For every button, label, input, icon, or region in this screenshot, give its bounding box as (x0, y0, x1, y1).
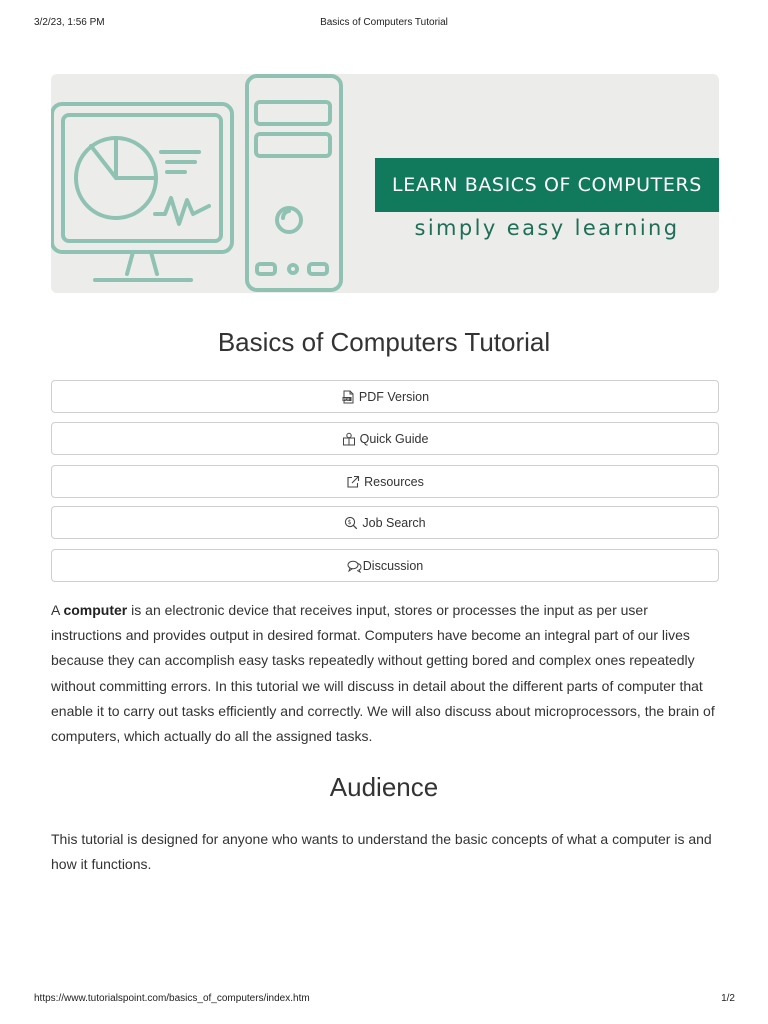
resources-button[interactable] (51, 465, 719, 498)
job-search-icon (344, 516, 358, 530)
intro-paragraph (51, 598, 719, 749)
job-search-label: Job Search (362, 515, 426, 530)
svg-text:$: $ (347, 518, 352, 526)
intro-bold-term: computer (63, 602, 128, 618)
discussion-label: Discussion (362, 558, 424, 573)
intro-text: is an electronic device that receives input, stores or processes the input as per user instructions and provides output in desired format. Computers have become an integral part of our lives because they can accomplish easy tasks repeatedly without getting bored and complex ones repeatedly without committing errors. In this tutorial we will discuss in detail about the different parts of computer that enable it to carry out tasks efficiently and correctly. We will also discuss about microprocessors, the brain of computers, which actually do all the assigned tasks. (51, 602, 715, 745)
banner-tagline: simply easy learning (414, 216, 680, 240)
print-footer (0, 993, 768, 1007)
page-title: Basics of Computers Tutorial (217, 327, 551, 357)
print-doc-title: Basics of Computers Tutorial (320, 17, 448, 28)
banner-heading: LEARN BASICS OF COMPUTERS (392, 174, 702, 196)
pdf-version-label: PDF Version (358, 389, 430, 404)
quick-guide-label: Quick Guide (359, 431, 429, 446)
pdf-version-button[interactable] (51, 380, 719, 413)
quick-guide-icon (342, 432, 356, 446)
resources-label: Resources (364, 474, 424, 489)
discussion-icon (347, 559, 363, 573)
tutorial-banner (51, 74, 719, 293)
job-search-button[interactable] (51, 506, 719, 539)
external-link-icon (346, 475, 360, 489)
audience-paragraph: This tutorial is designed for anyone who wants to understand the basic concepts of what a computer is and how it functions. (51, 831, 712, 873)
print-datetime: 3/2/23, 1:56 PM (34, 17, 105, 28)
page-number: 1/2 (721, 993, 735, 1004)
pdf-icon (341, 390, 355, 404)
audience-heading: Audience (329, 772, 439, 802)
svg-text:PDF: PDF (343, 396, 350, 401)
discussion-button[interactable] (51, 549, 719, 582)
print-header (0, 17, 768, 31)
banner-heading-box (375, 158, 719, 212)
page-url: https://www.tutorialspoint.com/basics_of_computers/index.htm (34, 993, 310, 1004)
quick-guide-button[interactable] (51, 422, 719, 455)
intro-lead: A (51, 602, 64, 618)
